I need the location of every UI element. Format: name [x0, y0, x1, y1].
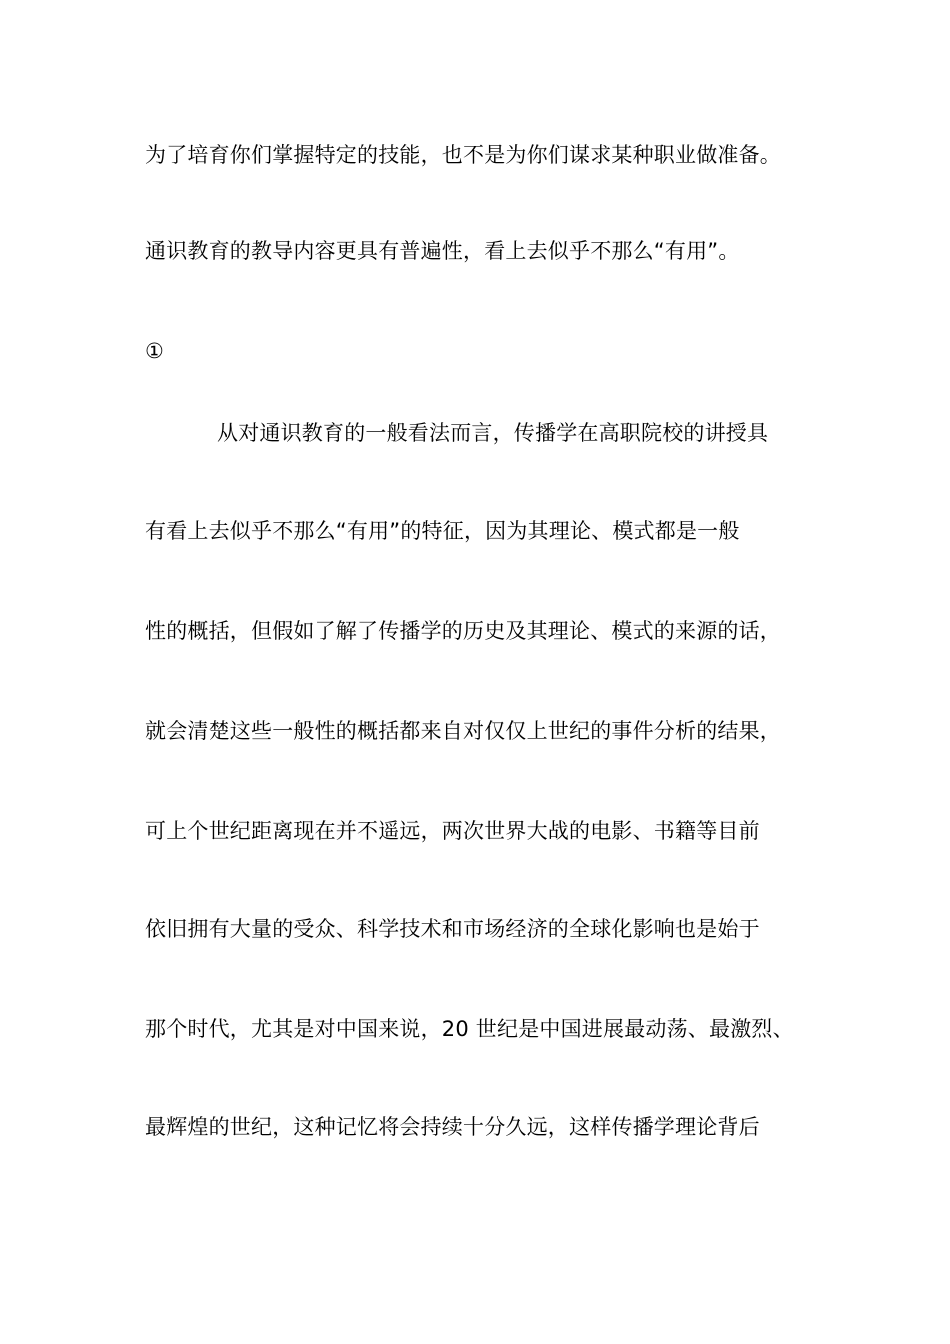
- footnote-marker: ①: [145, 339, 165, 363]
- text-line-11: 最辉煌的世纪，这种记忆将会持续十分久远，这样传播学理论背后: [145, 1115, 760, 1139]
- text-line-9: 依旧拥有大量的受众、科学技术和市场经济的全球化影响也是始于: [145, 917, 760, 941]
- text-line-1: 为了培育你们掌握特定的技能，也不是为你们谋求某种职业做准备。: [145, 143, 781, 167]
- text-line-10: 那个时代，尤其是对中国来说，20 世纪是中国进展最动荡、最激烈、: [145, 1017, 794, 1041]
- text-line-8: 可上个世纪距离现在并不遥远，两次世界大战的电影、书籍等目前: [145, 819, 760, 843]
- paragraph-first-line: 从对通识教育的一般看法而言，传播学在高职院校的讲授具: [217, 421, 769, 445]
- text-line-7: 就会清楚这些一般性的概括都来自对仅仅上世纪的事件分析的结果，: [145, 719, 781, 743]
- text-line-2: 通识教育的教导内容更具有普遍性，看上去似乎不那么“有用”。: [145, 239, 740, 263]
- text-line-6: 性的概括，但假如了解了传播学的历史及其理论、模式的来源的话，: [145, 619, 781, 643]
- text-line-5: 有看上去似乎不那么“有用”的特征，因为其理论、模式都是一般: [145, 519, 740, 543]
